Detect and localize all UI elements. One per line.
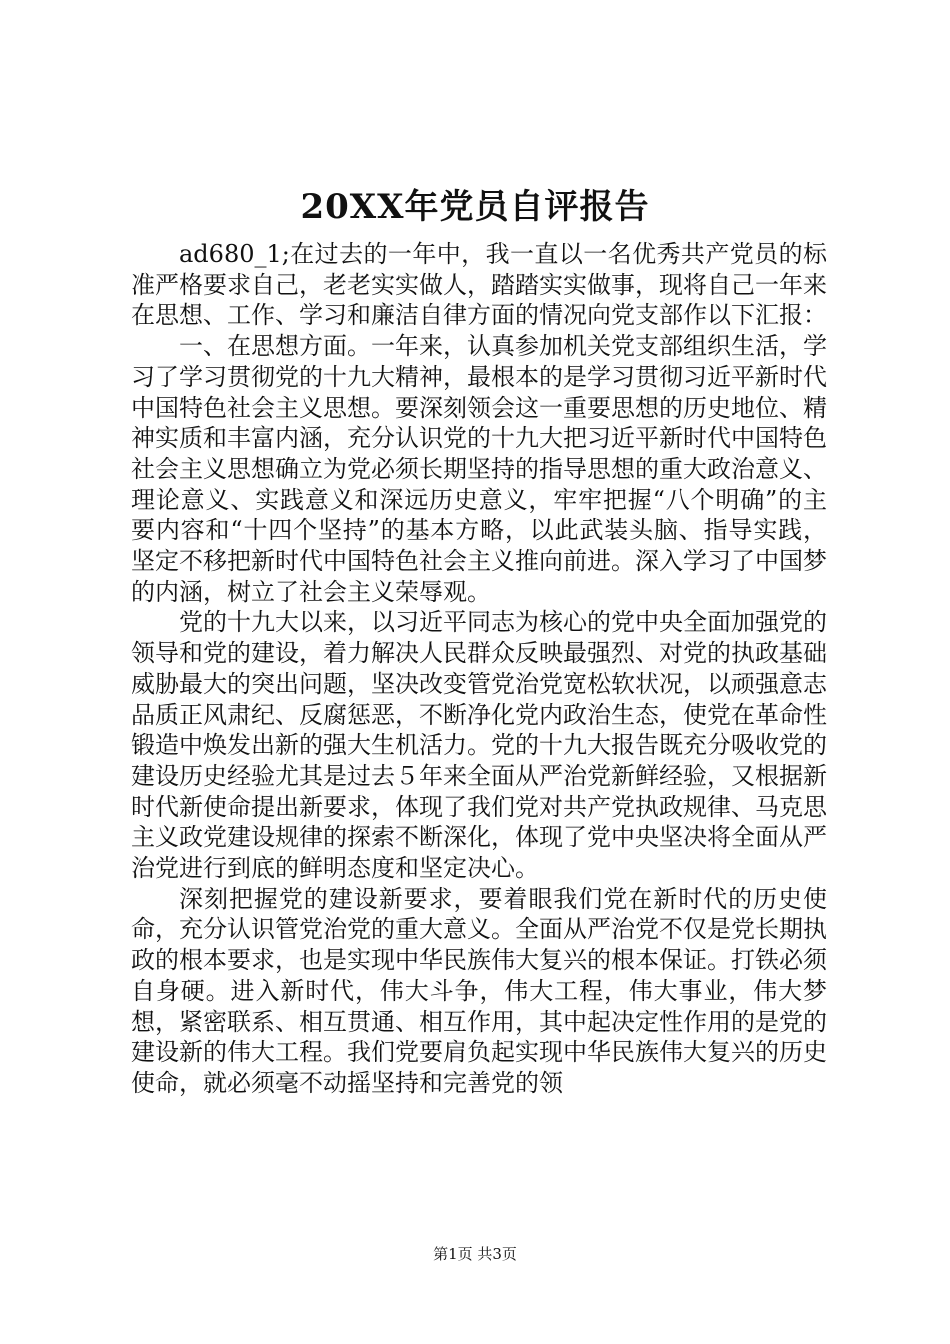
paragraph-nineteenth-congress: 党的十九大以来，以习近平同志为核心的党中央全面加强党的领导和党的建设，着力解决人民群众反映最强烈、对党的执政基础威胁最大的突出问题，坚决改变管党治党宽松软状况，以顽强意志品质正风肃纪、反腐惩恶，不断净化党内政治生态，使党在革命性锻造中焕发出新的强大生机活力。党的十九大报告既充分吸收党的建设历史经验尤其是过去５年来全面从严治党新鲜经验，又根据新时代新使命提出新要求，体现了我们党对共产党执政规律、马克思主义政党建设规律的探索不断深化，体现了党中央坚决将全面从严治党进行到底的鲜明态度和坚定决心。 [131, 608, 827, 883]
document-title: 20XX年党员自评报告 [300, 187, 650, 227]
paragraph-thought: 一、在思想方面。一年来，认真参加机关党支部组织生活，学习了学习贯彻党的十九大精神，最根本的是学习贯彻习近平新时代中国特色社会主义思想。要深刻领会这一重要思想的历史地位、精神实质和丰富内涵，充分认识党的十九大把习近平新时代中国特色社会主义思想确立为党必须长期坚持的指导思想的重大政治意义、理论意义、实践意义和深远历史意义，牢牢把握“八个明确”的主要内容和“十四个坚持”的基本方略，以此武装头脑、指导实践，坚定不移把新时代中国特色社会主义推向前进。深入学习了中国梦的内涵，树立了社会主义荣辱观。 [131, 332, 827, 606]
paragraph-party-building: 深刻把握党的建设新要求，要着眼我们党在新时代的历史使命，充分认识管党治党的重大意义。全面从严治党不仅是党长期执政的根本要求，也是实现中华民族伟大复兴的根本保证。打铁必须自身硬。进入新时代，伟大斗争，伟大工程，伟大事业，伟大梦想，紧密联系、相互贯通、相互作用，其中起决定性作用的是党的建设新的伟大工程。我们党要肩负起实现中华民族伟大复兴的历史使命，就必须毫不动摇坚持和完善党的领 [131, 884, 827, 1097]
document-body [131, 239, 827, 1099]
page-number: 第1页 共3页 [433, 1245, 517, 1263]
paragraph-intro: ad680_1;在过去的一年中，我一直以一名优秀共产党员的标准严格要求自己，老老实实做人，踏踏实实做事，现将自己一年来在思想、工作、学习和廉洁自律方面的情况向党支部作以下汇报： [131, 240, 827, 330]
